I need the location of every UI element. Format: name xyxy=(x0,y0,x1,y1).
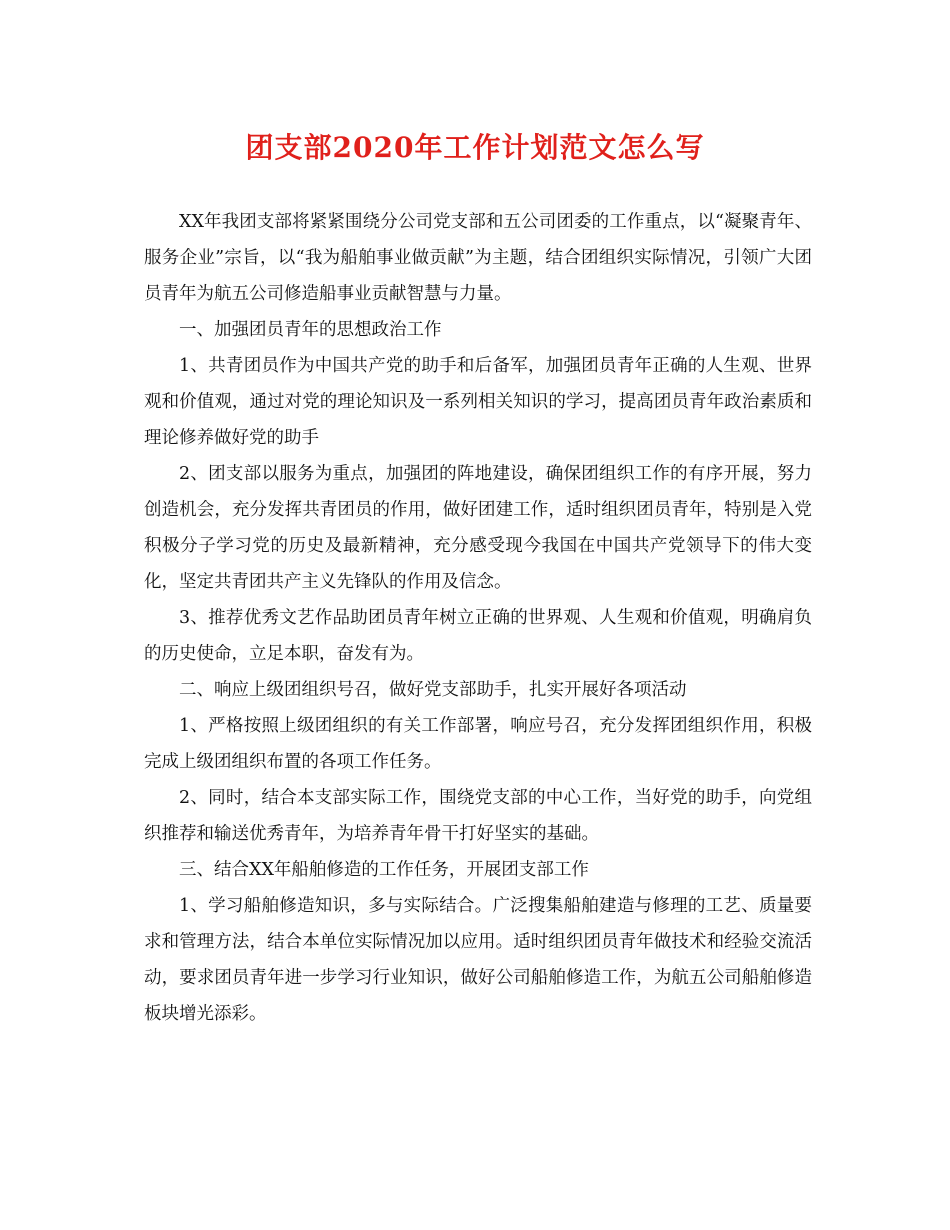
paragraph-3-1: 1、学习船舶修造知识，多与实际结合。广泛搜集船舶建造与修理的工艺、质量要求和管理方法，结合本单位实际情况加以应用。适时组织团员青年做技术和经验交流活动，要求团员青年进一步学习行业知识，做好公司船舶修造工作，为航五公司船舶修造板块增光添彩。 xyxy=(144,896,812,1024)
document-body xyxy=(144,204,812,1032)
paragraph-2-2: 2、同时，结合本支部实际工作，围绕党支部的中心工作，当好党的助手，向党组织推荐和输送优秀青年，为培养青年骨干打好坚实的基础。 xyxy=(144,788,812,844)
section-heading-2: 二、响应上级团组织号召，做好党支部助手，扎实开展好各项活动 xyxy=(179,680,687,700)
paragraph-1-1: 1、共青团员作为中国共产党的助手和后备军，加强团员青年正确的人生观、世界观和价值观，通过对党的理论知识及一系列相关知识的学习，提高团员青年政治素质和理论修养做好党的助手 xyxy=(144,356,812,448)
paragraph-intro: XX年我团支部将紧紧围绕分公司党支部和五公司团委的工作重点，以“凝聚青年、服务企业”宗旨，以“我为船舶事业做贡献”为主题，结合团组织实际情况，引领广大团员青年为航五公司修造船事业贡献智慧与力量。 xyxy=(144,212,812,304)
section-heading-1: 一、加强团员青年的思想政治工作 xyxy=(179,320,442,340)
paragraph-1-2: 2、团支部以服务为重点，加强团的阵地建设，确保团组织工作的有序开展，努力创造机会，充分发挥共青团员的作用，做好团建工作，适时组织团员青年，特别是入党积极分子学习党的历史及最新精神，充分感受现今我国在中国共产党领导下的伟大变化，坚定共青团共产主义先锋队的作用及信念。 xyxy=(144,464,812,592)
page-title: 团支部2020年工作计划范文怎么写 xyxy=(245,131,705,164)
paragraph-2-1: 1、严格按照上级团组织的有关工作部署，响应号召，充分发挥团组织作用，积极完成上级团组织布置的各项工作任务。 xyxy=(144,716,812,772)
paragraph-1-3: 3、推荐优秀文艺作品助团员青年树立正确的世界观、人生观和价值观，明确肩负的历史使命，立足本职，奋发有为。 xyxy=(144,608,812,664)
section-heading-3: 三、结合XX年船舶修造的工作任务，开展团支部工作 xyxy=(179,860,589,880)
